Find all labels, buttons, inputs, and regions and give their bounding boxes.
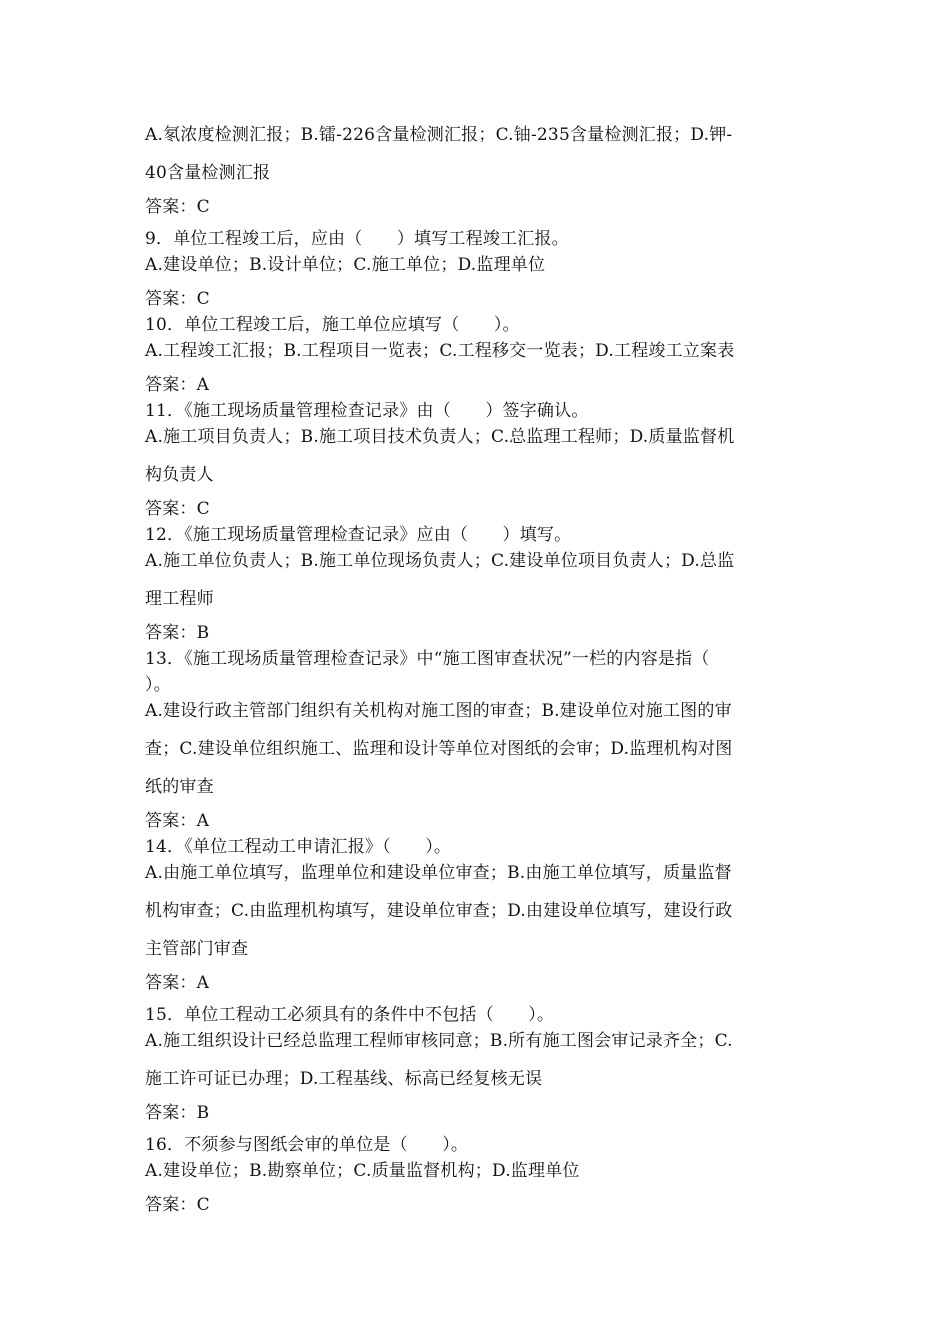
options-line: A.施工单位负责人；B.施工单位现场负责人；C.建设单位项目负责人；D.总监 bbox=[145, 551, 735, 571]
options-line: 施工许可证已办理；D.工程基线、标高已经复核无误 bbox=[145, 1069, 543, 1089]
question-line-continued: ）。 bbox=[145, 675, 171, 695]
options-line: 纸的审查 bbox=[145, 777, 214, 797]
options-line: 查；C.建设单位组织施工、监理和设计等单位对图纸的会审；D.监理机构对图 bbox=[145, 739, 733, 759]
options-line: 构负责人 bbox=[145, 465, 214, 485]
question-block bbox=[145, 834, 810, 996]
question-line: 13．《施工现场质量管理检查记录》中“施工图审查状况”一栏的内容是指（ bbox=[145, 649, 710, 669]
options-line: A.施工项目负责人；B.施工项目技术负责人；C.总监理工程师；D.质量监督机 bbox=[145, 427, 735, 447]
answer-line: 答案：B bbox=[145, 623, 210, 643]
question-block bbox=[145, 1002, 810, 1126]
question-list bbox=[145, 122, 810, 1218]
answer-line: 答案：A bbox=[145, 375, 210, 395]
options-line: A.由施工单位填写，监理单位和建设单位审查；B.由施工单位填写，质量监督 bbox=[145, 863, 732, 883]
answer-line: 答案：A bbox=[145, 973, 210, 993]
question-block bbox=[145, 122, 810, 220]
answer-line: 答案：A bbox=[145, 811, 210, 831]
options-line: A.施工组织设计已经总监理工程师审核同意；B.所有施工图会审记录齐全；C. bbox=[145, 1031, 733, 1051]
question-line: 12．《施工现场质量管理检查记录》应由（ ）填写。 bbox=[145, 525, 572, 545]
options-line: A.工程竣工汇报；B.工程项目一览表；C.工程移交一览表；D.工程竣工立案表 bbox=[145, 341, 735, 361]
answer-line: 答案：B bbox=[145, 1103, 210, 1123]
question-block bbox=[145, 398, 810, 522]
question-line: 16．不须参与图纸会审的单位是（ ）。 bbox=[145, 1135, 469, 1155]
options-line: 理工程师 bbox=[145, 589, 214, 609]
question-block bbox=[145, 312, 810, 398]
options-line: 主管部门审查 bbox=[145, 939, 249, 959]
question-block bbox=[145, 226, 810, 312]
question-line: 14．《单位工程动工申请汇报》（ ）。 bbox=[145, 837, 452, 857]
question-line: 11．《施工现场质量管理检查记录》由（ ）签字确认。 bbox=[145, 401, 589, 421]
answer-line: 答案：C bbox=[145, 1195, 210, 1215]
question-block bbox=[145, 646, 810, 834]
options-line: A.建设单位；B.设计单位；C.施工单位；D.监理单位 bbox=[145, 255, 546, 275]
options-line: A.氡浓度检测汇报；B.镭-226含量检测汇报；C.铀-235含量检测汇报；D.钾- bbox=[145, 125, 733, 145]
question-line: 9．单位工程竣工后，应由（ ）填写工程竣工汇报。 bbox=[145, 229, 569, 249]
options-line: 机构审查；C.由监理机构填写，建设单位审查；D.由建设单位填写，建设行政 bbox=[145, 901, 733, 921]
options-line: 40含量检测汇报 bbox=[145, 163, 271, 183]
question-line: 10．单位工程竣工后，施工单位应填写（ ）。 bbox=[145, 315, 520, 335]
answer-line: 答案：C bbox=[145, 289, 210, 309]
options-line: A.建设单位；B.勘察单位；C.质量监督机构；D.监理单位 bbox=[145, 1161, 580, 1181]
options-line: A.建设行政主管部门组织有关机构对施工图的审查；B.建设单位对施工图的审 bbox=[145, 701, 732, 721]
answer-line: 答案：C bbox=[145, 499, 210, 519]
question-block bbox=[145, 522, 810, 646]
answer-line: 答案：C bbox=[145, 197, 210, 217]
question-line: 15．单位工程动工必须具有的条件中不包括（ ）。 bbox=[145, 1005, 555, 1025]
question-block bbox=[145, 1132, 810, 1218]
